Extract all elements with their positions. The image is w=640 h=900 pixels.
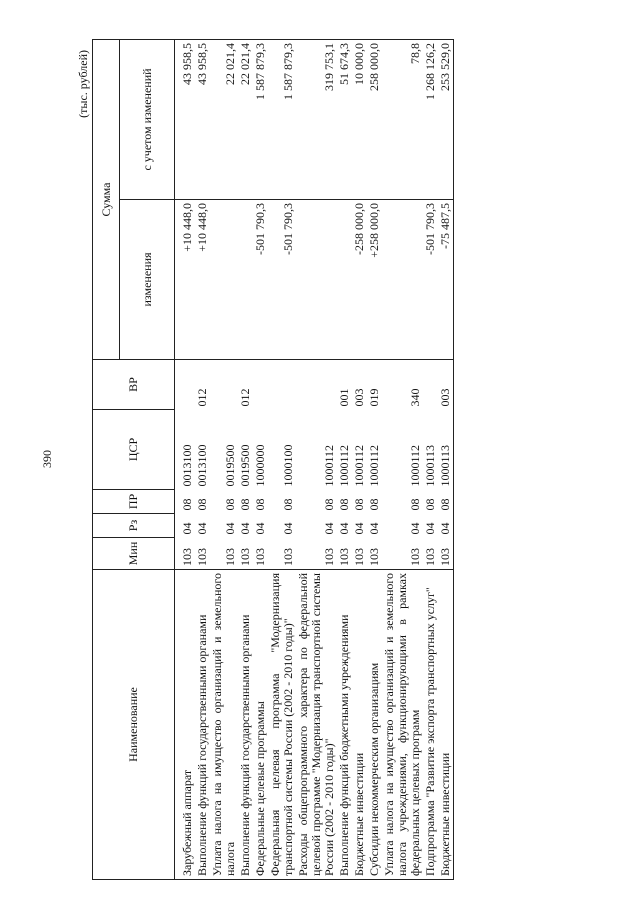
row-csr: 1000112 <box>322 444 336 487</box>
row-csr: 1000100 <box>281 444 295 487</box>
row-change: +258 000,0 <box>367 200 382 360</box>
row-csr: 1000112 <box>408 444 422 487</box>
row-pr: 08 <box>438 490 454 514</box>
row-name: Уплата налога на имущество организаций и земельного налога учреждениями, функционирующими в рамках федеральных целевых программ <box>382 570 423 880</box>
row-vr: 003 <box>352 360 367 410</box>
row-min: 103 <box>423 538 438 570</box>
row-rz: 04 <box>408 522 422 535</box>
row-name: Субсидии некоммерческим организациям <box>367 570 382 880</box>
row-total: 319 753,1 <box>296 39 337 199</box>
row-vr: 012 <box>195 360 210 410</box>
row-change <box>210 200 238 360</box>
table-row <box>438 39 454 879</box>
row-name: Подпрограмма "Развитие экспорта транспортных услуг" <box>423 570 438 880</box>
row-name: Выполнение функций государственными органами <box>195 570 210 880</box>
row-min: 103 <box>238 538 253 570</box>
row-min: 103 <box>438 538 454 570</box>
row-total: 253 529,0 <box>438 39 454 199</box>
row-total: 10 000,0 <box>352 39 367 199</box>
header-min: Мин <box>93 538 175 570</box>
row-total: 43 958,5 <box>195 39 210 199</box>
table-row <box>238 39 253 879</box>
units-label: (тыс. рублей) <box>76 50 90 118</box>
row-csr: 0013100 <box>180 444 194 487</box>
row-pr: 08 <box>195 498 209 511</box>
row-change: +10 448,0 <box>195 200 210 360</box>
row-change <box>296 200 337 360</box>
table-row <box>253 39 268 879</box>
row-name: Выполнение функций бюджетными учреждениями <box>337 570 352 880</box>
row-change: -258 000,0 <box>352 200 367 360</box>
rotated-page-content <box>72 40 592 880</box>
budget-table <box>92 39 454 880</box>
row-vr: 019 <box>367 360 382 410</box>
row-total: 22 021,4 <box>210 39 238 199</box>
row-csr: 0019500 <box>238 444 252 487</box>
row-vr: 001 <box>337 360 352 410</box>
row-name: Уплата налога на имущество организаций и земельного налога <box>210 570 238 880</box>
row-pr: 08 <box>367 498 381 511</box>
row-pr: 08 <box>253 498 267 511</box>
row-total: 22 021,4 <box>238 39 253 199</box>
row-change: -501 790,3 <box>423 200 438 360</box>
table-row <box>423 39 438 879</box>
header-name: Наименование <box>93 570 175 880</box>
row-pr: 08 <box>352 498 366 511</box>
table-row <box>268 39 296 879</box>
row-min: 103 <box>195 538 210 570</box>
row-pr: 08 <box>322 498 336 511</box>
row-rz: 04 <box>322 522 336 535</box>
table-body <box>175 39 454 879</box>
header-change: изменения <box>120 200 175 360</box>
row-change <box>238 200 253 360</box>
row-vr <box>423 360 438 410</box>
row-min: 103 <box>337 538 352 570</box>
row-min: 103 <box>296 538 337 570</box>
row-change: +10 448,0 <box>175 200 196 360</box>
row-name: Бюджетные инвестиции <box>438 570 454 880</box>
row-change: -501 790,3 <box>268 200 296 360</box>
row-csr: 1000113 <box>438 410 454 490</box>
row-change: -501 790,3 <box>253 200 268 360</box>
row-vr <box>253 360 268 410</box>
row-vr <box>210 360 238 410</box>
row-total: 78,8 <box>382 39 423 199</box>
table-row <box>367 39 382 879</box>
row-name: Зарубежный аппарат <box>175 570 196 880</box>
row-csr: 1000112 <box>352 444 366 487</box>
row-change <box>337 200 352 360</box>
row-total: 1 268 126,2 <box>423 39 438 199</box>
row-change: -75 487,5 <box>438 200 454 360</box>
row-rz: 04 <box>253 522 267 535</box>
row-pr: 08 <box>337 498 351 511</box>
row-csr: 1000112 <box>367 444 381 487</box>
row-vr <box>296 360 337 410</box>
row-pr: 08 <box>238 498 252 511</box>
row-csr: 1000113 <box>423 444 437 487</box>
table-row <box>337 39 352 879</box>
row-min: 103 <box>367 538 382 570</box>
table-row <box>195 39 210 879</box>
row-vr: 003 <box>438 360 454 410</box>
header-vr: ВР <box>93 360 175 410</box>
row-name: Бюджетные инвестиции <box>352 570 367 880</box>
row-name: Расходы общепрограммного характера по федеральной целевой программе "Модернизация транспортной системы России (2002 - 2010 годы)" <box>296 570 337 880</box>
table-row <box>210 39 238 879</box>
row-total: 51 674,3 <box>337 39 352 199</box>
table-row <box>382 39 423 879</box>
row-min: 103 <box>175 538 196 570</box>
row-min: 103 <box>210 538 238 570</box>
row-name: Федеральные целевые программы <box>253 570 268 880</box>
header-pr: ПР <box>93 490 175 514</box>
row-rz: 04 <box>195 522 209 535</box>
row-rz: 04 <box>438 514 454 538</box>
row-rz: 04 <box>367 522 381 535</box>
table-row <box>175 39 196 879</box>
header-csr: ЦСР <box>93 410 175 490</box>
row-pr: 08 <box>180 498 194 511</box>
row-min: 103 <box>253 538 268 570</box>
row-pr: 08 <box>223 498 237 511</box>
row-pr: 08 <box>408 498 422 511</box>
row-rz: 04 <box>238 522 252 535</box>
row-change <box>382 200 423 360</box>
row-rz: 04 <box>423 522 437 535</box>
row-name: Федеральная целевая программа "Модернизация транспортной системы России (2002 - 2010 годы)" <box>268 570 296 880</box>
row-csr: 0013100 <box>195 444 209 487</box>
page-number: 390 <box>40 450 54 468</box>
header-rz: Рз <box>93 514 175 538</box>
row-name: Выполнение функций государственными органами <box>238 570 253 880</box>
row-total: 258 000,0 <box>367 39 382 199</box>
row-pr: 08 <box>281 498 295 511</box>
row-csr: 0019500 <box>223 444 237 487</box>
row-pr: 08 <box>423 498 437 511</box>
row-vr: 012 <box>238 360 253 410</box>
header-with-change: с учетом изменений <box>120 39 175 199</box>
row-rz: 04 <box>352 522 366 535</box>
row-rz: 04 <box>281 522 295 535</box>
row-rz: 04 <box>223 522 237 535</box>
table-row <box>296 39 337 879</box>
header-sum: Сумма <box>93 39 120 359</box>
row-min: 103 <box>268 538 296 570</box>
row-rz: 04 <box>180 522 194 535</box>
row-csr: 1000112 <box>337 444 351 487</box>
row-min: 103 <box>382 538 423 570</box>
row-min: 103 <box>352 538 367 570</box>
row-vr <box>175 360 196 410</box>
row-total: 1 587 879,3 <box>268 39 296 199</box>
row-vr: 340 <box>382 360 423 410</box>
row-csr: 1000000 <box>253 444 267 487</box>
row-vr <box>268 360 296 410</box>
row-rz: 04 <box>337 522 351 535</box>
row-total: 43 958,5 <box>175 39 196 199</box>
table-row <box>352 39 367 879</box>
row-total: 1 587 879,3 <box>253 39 268 199</box>
